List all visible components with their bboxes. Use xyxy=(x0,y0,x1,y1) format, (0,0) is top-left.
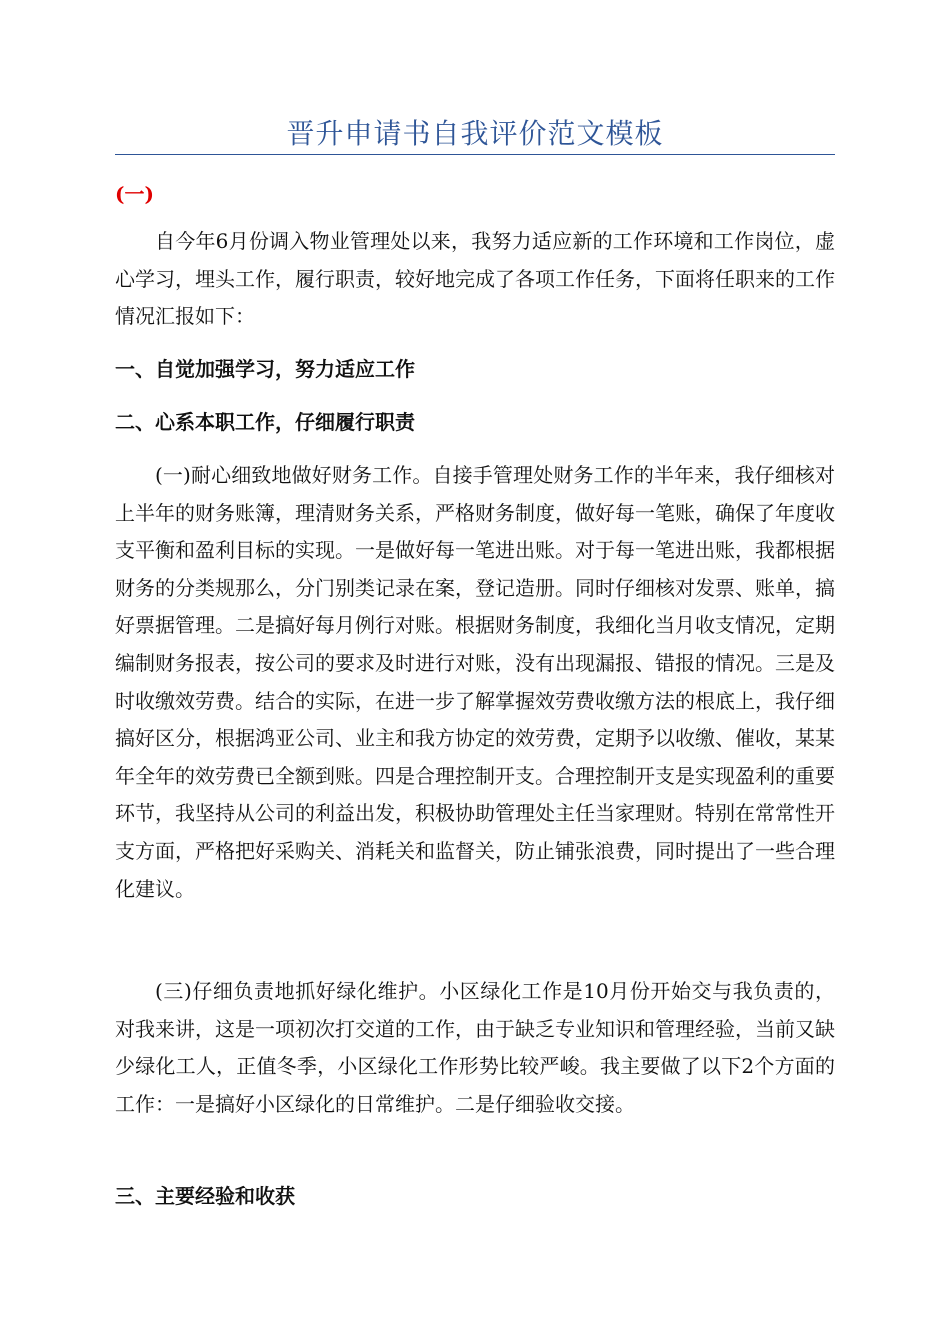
finance-paragraph: (一)耐心细致地做好财务工作。自接手管理处财务工作的半年来，我仔细核对上半年的财务账簿，理清财务关系，严格财务制度，做好每一笔账，确保了年度收支平衡和盈利目标的实现。一是做好每一笔进出账。对于每一笔进出账，我都根据财务的分类规那么，分门别类记录在案，登记造册。同时仔细核对发票、账单，搞好票据管理。二是搞好每月例行对账。根据财务制度，我细化当月收支情况，定期编制财务报表，按公司的要求及时进行对账，没有出现漏报、错报的情况。三是及时收缴效劳费。结合的实际，在进一步了解掌握效劳费收缴方法的根底上，我仔细搞好区分，根据鸿亚公司、业主和我方协定的效劳费，定期予以收缴、催收，某某年全年的效劳费已全额到账。四是合理控制开支。合理控制开支是实现盈利的重要环节，我坚持从公司的利益出发，积极协助管理处主任当家理财。特别在常常性开支方面，严格把好采购关、消耗关和监督关，防止铺张浪费，同时提出了一些合理化建议。 xyxy=(115,463,835,901)
title-underline-divider xyxy=(115,154,835,155)
document-title: 晋升申请书自我评价范文模板 xyxy=(286,117,664,150)
heading-duties: 二、心系本职工作，仔细履行职责 xyxy=(115,410,415,434)
heading-study: 一、自觉加强学习，努力适应工作 xyxy=(115,357,415,381)
intro-paragraph: 自今年6月份调入物业管理处以来，我努力适应新的工作环境和工作岗位，虚心学习，埋头工作，履行职责，较好地完成了各项工作任务，下面将任职来的工作情况汇报如下： xyxy=(115,229,835,329)
greening-paragraph: (三)仔细负责地抓好绿化维护。小区绿化工作是10月份开始交与我负责的，对我来讲，这是一项初次打交道的工作，由于缺乏专业知识和管理经验，当前又缺少绿化工人，正值冬季，小区绿化工作形势比较严峻。我主要做了以下2个方面的工作：一是搞好小区绿化的日常维护。二是仔细验收交接。 xyxy=(115,979,835,1116)
section-label: (一) xyxy=(115,182,154,206)
heading-experience: 三、主要经验和收获 xyxy=(115,1184,295,1208)
